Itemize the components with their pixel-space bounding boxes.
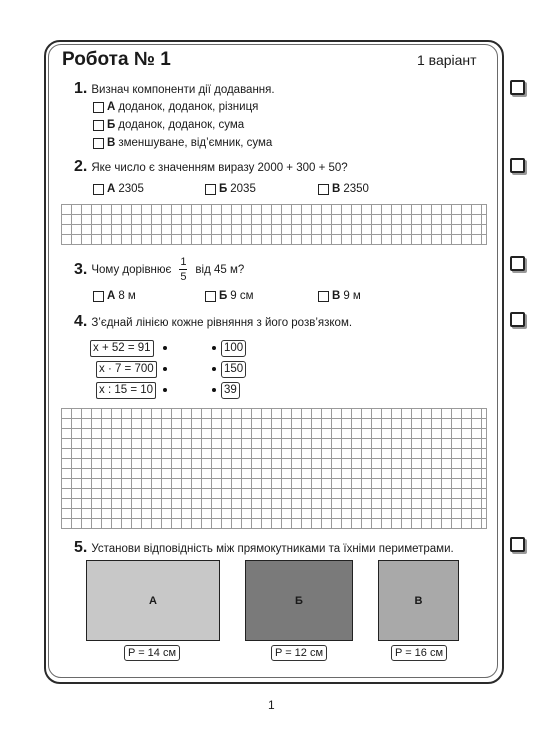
score-checkbox-q1[interactable] <box>510 80 525 95</box>
rectangle-b-label: Б <box>295 594 303 607</box>
question-1-number: 1. <box>74 80 88 97</box>
fraction <box>179 256 187 283</box>
score-checkbox-q5[interactable] <box>510 537 525 552</box>
fraction-bar <box>179 269 187 270</box>
answer-box-1: 100 <box>221 340 246 357</box>
checkbox[interactable] <box>318 291 329 302</box>
q1-option-c[interactable]: В зменшуване, від’ємник, сума <box>93 137 272 149</box>
answer-box-3: 39 <box>221 382 240 399</box>
equation-dot[interactable] <box>163 388 167 392</box>
question-5-text: Установи відповідність між прямокутниками та їхніми периметрами. <box>91 543 454 555</box>
answer-grid-q4[interactable] <box>61 408 487 529</box>
q3-option-a[interactable]: А 8 м <box>93 290 136 302</box>
question-3-number: 3. <box>74 260 88 278</box>
answer-grid-q2[interactable] <box>61 204 487 245</box>
question-1-text: Визнач компоненти дії додавання. <box>91 84 275 96</box>
rectangle-a <box>86 560 220 641</box>
checkbox[interactable] <box>93 184 104 195</box>
score-checkbox-q3[interactable] <box>510 256 525 271</box>
page-title: Робота № 1 <box>62 49 171 70</box>
q2-option-c[interactable]: В 2350 <box>318 183 369 195</box>
perimeter-label-2: P = 12 см <box>271 645 327 661</box>
q1-option-a[interactable]: А доданок, доданок, різниця <box>93 101 258 113</box>
rectangle-c <box>378 560 459 641</box>
question-2-header <box>74 158 348 176</box>
checkbox[interactable] <box>93 102 104 113</box>
page-number: 1 <box>268 698 275 712</box>
checkbox[interactable] <box>93 120 104 131</box>
q3-option-b[interactable]: Б 9 см <box>205 290 254 302</box>
perimeter-label-1: P = 14 см <box>124 645 180 661</box>
q1-option-b[interactable]: Б доданок, доданок, сума <box>93 119 244 131</box>
fraction-numerator: 1 <box>180 256 187 268</box>
checkbox[interactable] <box>93 291 104 302</box>
question-4-number: 4. <box>74 313 88 330</box>
question-4-header <box>74 313 352 331</box>
question-5-header <box>74 539 454 557</box>
equation-1: x + 52 = 91 <box>90 340 154 357</box>
answer-dot[interactable] <box>212 388 216 392</box>
equation-dot[interactable] <box>163 346 167 350</box>
equation-dot[interactable] <box>163 367 167 371</box>
question-1-header <box>74 80 275 98</box>
score-checkbox-q4[interactable] <box>510 312 525 327</box>
checkbox[interactable] <box>205 184 216 195</box>
question-5-number: 5. <box>74 539 88 556</box>
checkbox[interactable] <box>205 291 216 302</box>
question-2-number: 2. <box>74 158 88 175</box>
q2-option-b[interactable]: Б 2035 <box>205 183 256 195</box>
question-2-text: Яке число є значенням виразу 2000 + 300 + 50? <box>91 162 348 174</box>
fraction-denominator: 5 <box>180 271 187 283</box>
question-3-text-after: від 45 м? <box>195 263 245 276</box>
question-4-text: З’єднай лінією кожне рівняння з його розв’язком. <box>91 317 353 329</box>
checkbox[interactable] <box>93 138 104 149</box>
q3-option-c[interactable]: В 9 м <box>318 290 361 302</box>
rectangle-b <box>245 560 353 641</box>
checkbox[interactable] <box>318 184 329 195</box>
answer-dot[interactable] <box>212 346 216 350</box>
question-3-text-before: Чому дорівнює <box>91 263 172 276</box>
equation-3: x : 15 = 10 <box>96 382 156 399</box>
equation-2: x · 7 = 700 <box>96 361 157 378</box>
answer-dot[interactable] <box>212 367 216 371</box>
perimeter-label-3: P = 16 см <box>391 645 447 661</box>
q2-option-a[interactable]: А 2305 <box>93 183 144 195</box>
rectangle-a-label: А <box>149 594 157 607</box>
score-checkbox-q2[interactable] <box>510 158 525 173</box>
question-3-header <box>74 256 244 283</box>
variant-label: 1 варіант <box>417 52 477 68</box>
rectangle-c-label: В <box>414 594 423 607</box>
answer-box-2: 150 <box>221 361 246 378</box>
